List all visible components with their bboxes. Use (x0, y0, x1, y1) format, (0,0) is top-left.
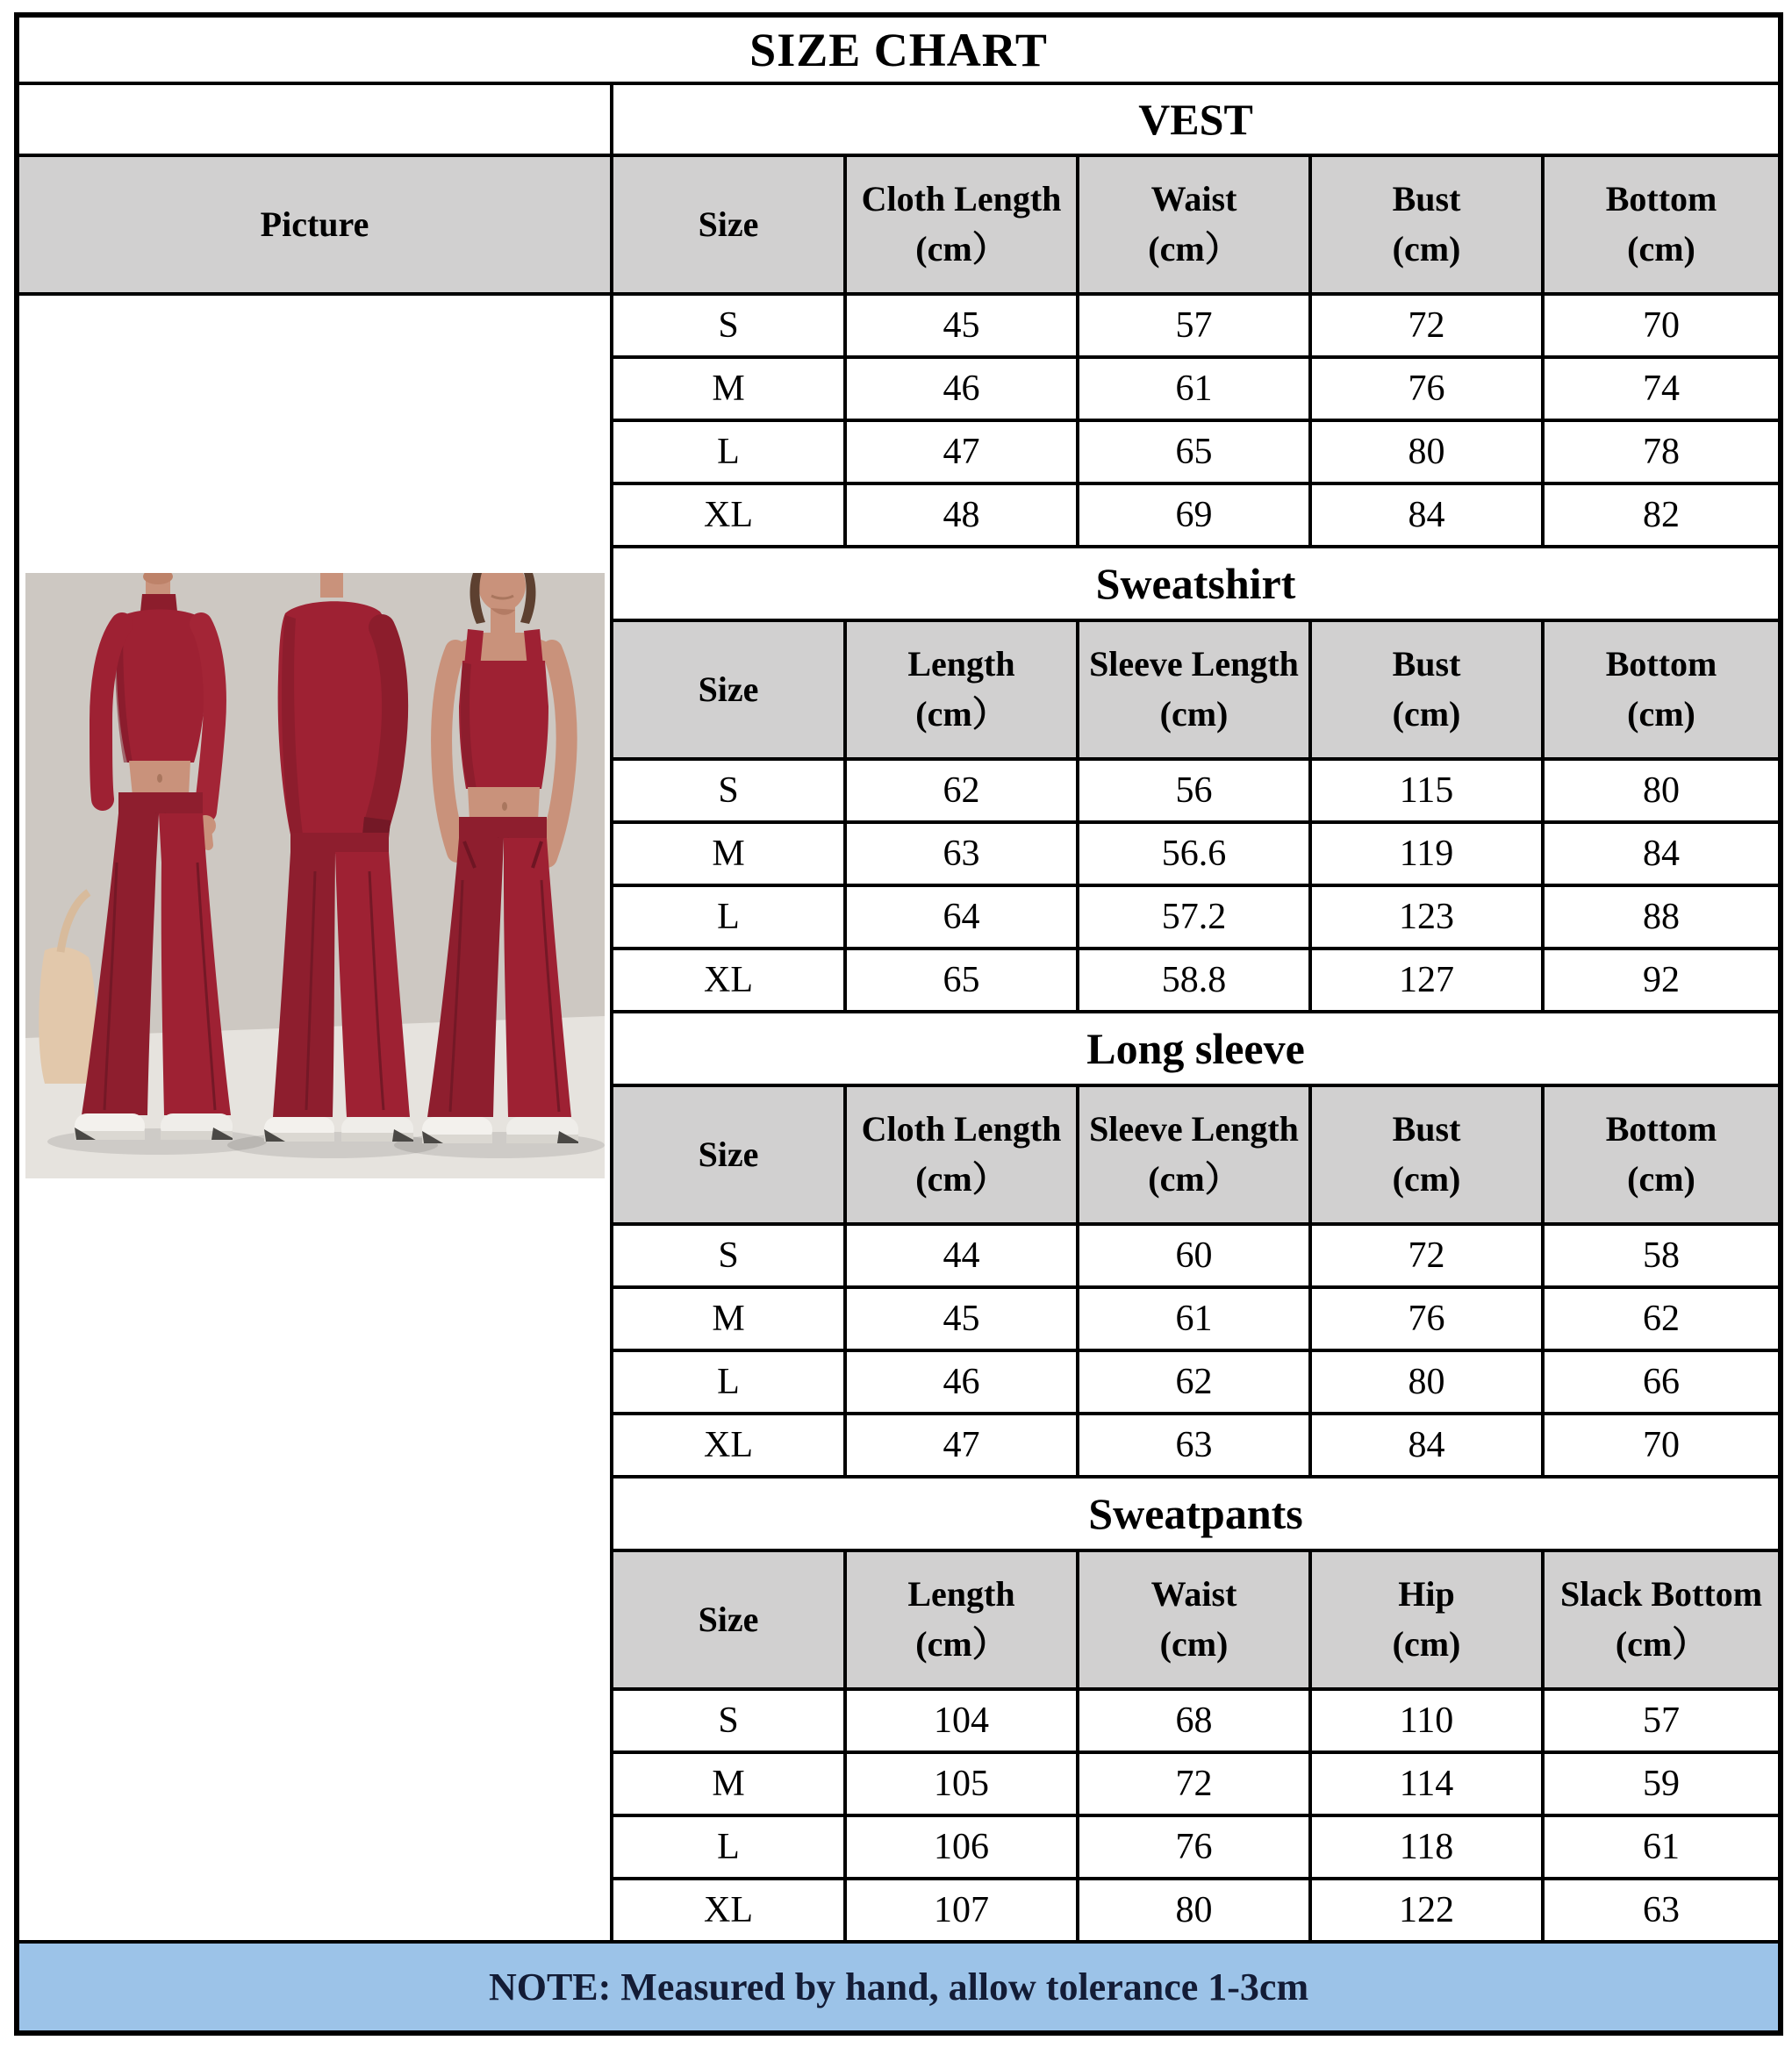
measurement-cell: 92 (1543, 949, 1781, 1012)
measurement-cell: 65 (1078, 420, 1310, 483)
measurement-cell: 63 (845, 822, 1078, 885)
product-photo (25, 573, 605, 1178)
size-cell: L (612, 885, 845, 949)
size-cell: XL (612, 1879, 845, 1942)
size-cell: XL (612, 483, 845, 547)
measurement-cell: 105 (845, 1752, 1078, 1815)
size-cell: L (612, 420, 845, 483)
measurement-cell: 84 (1543, 822, 1781, 885)
page (0, 12, 1792, 2062)
measurement-cell: 64 (845, 885, 1078, 949)
column-header: Cloth Length (cm） (845, 1085, 1078, 1224)
measurement-cell: 84 (1310, 483, 1543, 547)
chart-title: SIZE CHART (17, 15, 1781, 83)
measurement-cell: 104 (845, 1689, 1078, 1752)
measurement-cell: 62 (845, 759, 1078, 822)
measurement-cell: 45 (845, 294, 1078, 357)
size-cell: S (612, 1689, 845, 1752)
measurement-cell: 47 (845, 1414, 1078, 1477)
column-header: Hip (cm) (1310, 1550, 1543, 1689)
measurement-cell: 107 (845, 1879, 1078, 1942)
measurement-cell: 80 (1078, 1879, 1310, 1942)
column-header-size: Size (612, 1085, 845, 1224)
measurement-cell: 80 (1310, 1350, 1543, 1414)
measurement-cell: 72 (1310, 294, 1543, 357)
column-header: Sleeve Length (cm） (1078, 1085, 1310, 1224)
measurement-cell: 106 (845, 1815, 1078, 1879)
column-header: Length (cm） (845, 1550, 1078, 1689)
measurement-cell: 62 (1078, 1350, 1310, 1414)
measurement-cell: 119 (1310, 822, 1543, 885)
measurement-cell: 56 (1078, 759, 1310, 822)
size-cell: M (612, 1752, 845, 1815)
measurement-cell: 66 (1543, 1350, 1781, 1414)
measurement-cell: 59 (1543, 1752, 1781, 1815)
size-cell: M (612, 1287, 845, 1350)
size-chart-table (14, 12, 1783, 2036)
section-title-sweatpants: Sweatpants (612, 1477, 1781, 1550)
measurement-cell: 58.8 (1078, 949, 1310, 1012)
measurement-cell: 76 (1310, 1287, 1543, 1350)
column-header: Waist (cm) (1078, 1550, 1310, 1689)
measurement-cell: 72 (1078, 1752, 1310, 1815)
measurement-cell: 65 (845, 949, 1078, 1012)
column-header: Slack Bottom (cm） (1543, 1550, 1781, 1689)
measurement-cell: 56.6 (1078, 822, 1310, 885)
column-header: Bust (cm) (1310, 155, 1543, 294)
measurement-cell: 84 (1310, 1414, 1543, 1477)
measurement-cell: 63 (1078, 1414, 1310, 1477)
size-cell: S (612, 759, 845, 822)
measurement-cell: 63 (1543, 1879, 1781, 1942)
measurement-cell: 61 (1078, 1287, 1310, 1350)
column-header: Length (cm） (845, 620, 1078, 759)
column-header: Bust (cm) (1310, 620, 1543, 759)
measurement-cell: 88 (1543, 885, 1781, 949)
picture-column-header: Picture (17, 155, 612, 294)
measurement-cell: 57.2 (1078, 885, 1310, 949)
measurement-cell: 69 (1078, 483, 1310, 547)
measurement-cell: 110 (1310, 1689, 1543, 1752)
measurement-cell: 48 (845, 483, 1078, 547)
column-header-size: Size (612, 155, 845, 294)
measurement-cell: 70 (1543, 294, 1781, 357)
column-header: Waist (cm） (1078, 155, 1310, 294)
measurement-cell: 62 (1543, 1287, 1781, 1350)
measurement-cell: 118 (1310, 1815, 1543, 1879)
column-header: Bottom (cm) (1543, 620, 1781, 759)
column-header: Bottom (cm) (1543, 155, 1781, 294)
measurement-cell: 78 (1543, 420, 1781, 483)
measurement-cell: 127 (1310, 949, 1543, 1012)
measurement-cell: 61 (1078, 357, 1310, 420)
measurement-cell: 114 (1310, 1752, 1543, 1815)
picture-cell (17, 294, 612, 1942)
measurement-cell: 80 (1310, 420, 1543, 483)
note-bar: NOTE: Measured by hand, allow tolerance 1-3cm (17, 1942, 1781, 2033)
measurement-cell: 76 (1310, 357, 1543, 420)
measurement-cell: 72 (1310, 1224, 1543, 1287)
column-header: Bottom (cm) (1543, 1085, 1781, 1224)
measurement-cell: 58 (1543, 1224, 1781, 1287)
measurement-cell: 61 (1543, 1815, 1781, 1879)
measurement-cell: 123 (1310, 885, 1543, 949)
column-header: Cloth Length (cm） (845, 155, 1078, 294)
measurement-cell: 46 (845, 1350, 1078, 1414)
measurement-cell: 46 (845, 357, 1078, 420)
section-title-vest: VEST (612, 83, 1781, 155)
section-title-long-sleeve: Long sleeve (612, 1012, 1781, 1085)
measurement-cell: 82 (1543, 483, 1781, 547)
size-cell: M (612, 822, 845, 885)
column-header: Bust (cm) (1310, 1085, 1543, 1224)
column-header-size: Size (612, 1550, 845, 1689)
measurement-cell: 47 (845, 420, 1078, 483)
section-title-sweatshirt: Sweatshirt (612, 547, 1781, 620)
column-header: Sleeve Length (cm) (1078, 620, 1310, 759)
measurement-cell: 122 (1310, 1879, 1543, 1942)
measurement-cell: 68 (1078, 1689, 1310, 1752)
size-cell: S (612, 294, 845, 357)
measurement-cell: 45 (845, 1287, 1078, 1350)
size-cell: XL (612, 1414, 845, 1477)
vest-spacer-cell (17, 83, 612, 155)
measurement-cell: 44 (845, 1224, 1078, 1287)
column-header-size: Size (612, 620, 845, 759)
measurement-cell: 57 (1543, 1689, 1781, 1752)
measurement-cell: 70 (1543, 1414, 1781, 1477)
measurement-cell: 76 (1078, 1815, 1310, 1879)
measurement-cell: 80 (1543, 759, 1781, 822)
size-cell: XL (612, 949, 845, 1012)
size-cell: L (612, 1815, 845, 1879)
size-cell: S (612, 1224, 845, 1287)
size-cell: L (612, 1350, 845, 1414)
product-photo-illustration (25, 573, 605, 1178)
measurement-cell: 60 (1078, 1224, 1310, 1287)
measurement-cell: 74 (1543, 357, 1781, 420)
measurement-cell: 57 (1078, 294, 1310, 357)
measurement-cell: 115 (1310, 759, 1543, 822)
size-cell: M (612, 357, 845, 420)
